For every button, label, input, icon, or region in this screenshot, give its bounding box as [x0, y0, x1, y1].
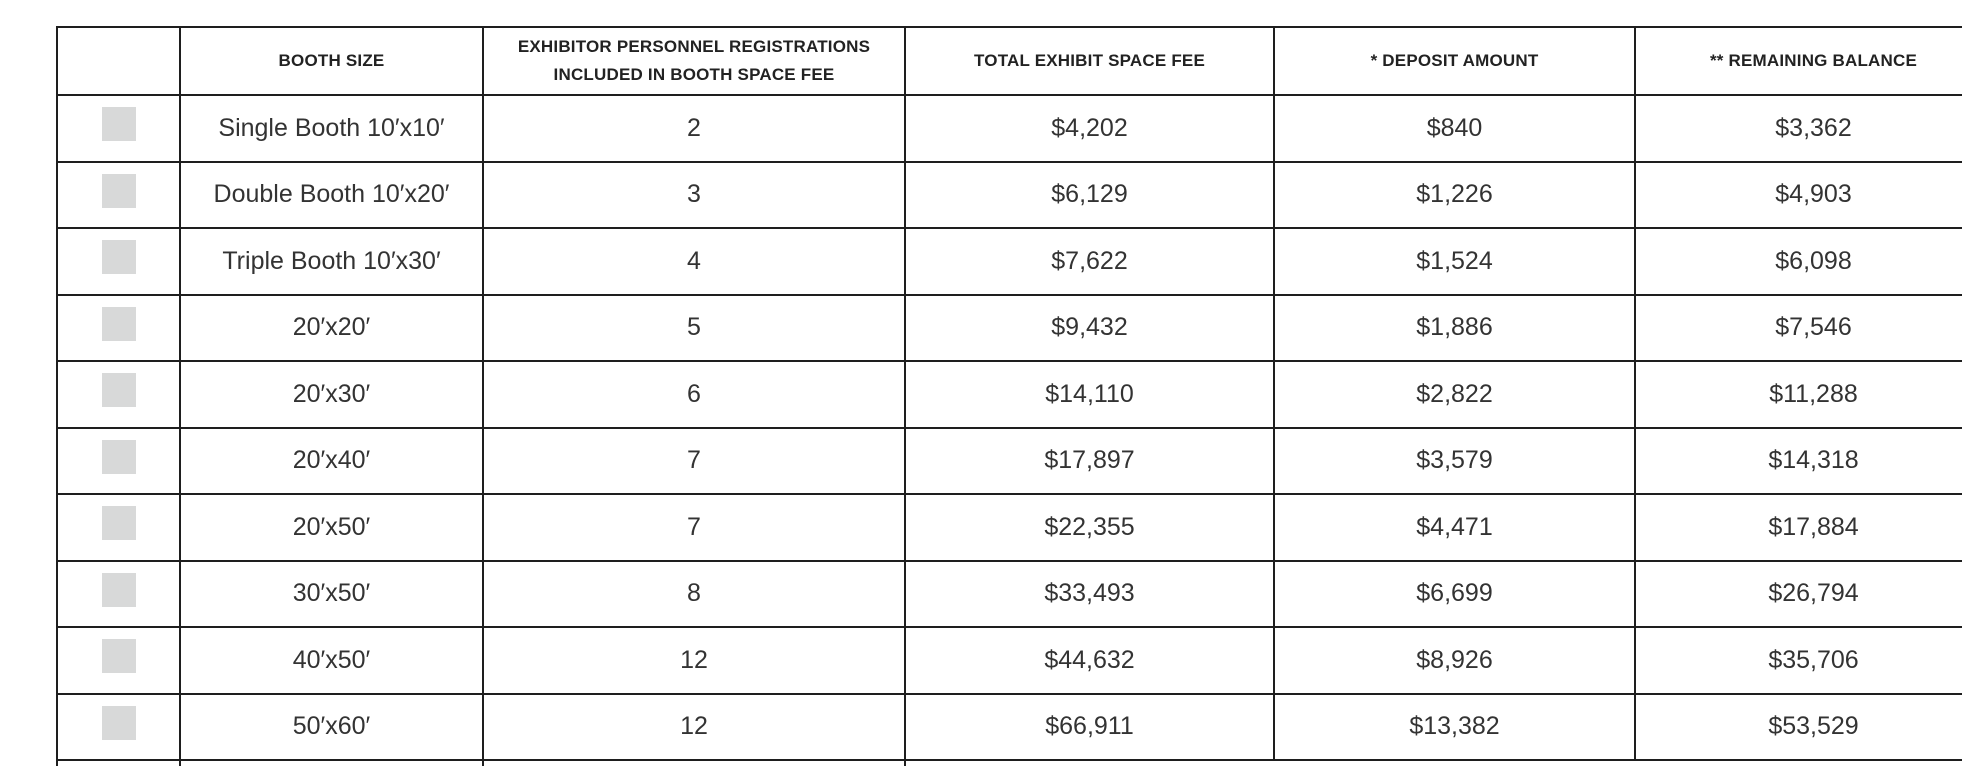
table-row [57, 494, 1962, 561]
total-fee-cell: $9,432 [905, 295, 1274, 362]
registrations-cell: 12 [483, 627, 905, 694]
total-fee-cell: $44,632 [905, 627, 1274, 694]
registrations-cell: 4 [483, 228, 905, 295]
table-row [57, 95, 1962, 162]
deposit-cell: $8,926 [1274, 627, 1635, 694]
empty-cell [57, 760, 180, 766]
remaining-cell: $3,362 [1635, 95, 1962, 162]
select-cell [57, 295, 180, 362]
remaining-cell: $17,884 [1635, 494, 1962, 561]
booth-checkbox[interactable] [102, 706, 136, 740]
registrations-cell: 8 [483, 561, 905, 628]
header-total-fee: TOTAL EXHIBIT SPACE FEE [905, 27, 1274, 95]
remaining-cell: $53,529 [1635, 694, 1962, 761]
select-cell [57, 494, 180, 561]
table-row-partial [57, 760, 1962, 766]
booth-checkbox[interactable] [102, 506, 136, 540]
booth-size-cell: 40′x50′ [180, 627, 483, 694]
booth-checkbox[interactable] [102, 240, 136, 274]
header-row [57, 27, 1962, 95]
deposit-cell: $3,579 [1274, 428, 1635, 495]
booth-checkbox[interactable] [102, 440, 136, 474]
booth-checkbox[interactable] [102, 373, 136, 407]
total-fee-cell: $7,622 [905, 228, 1274, 295]
header-registrations [483, 27, 905, 95]
empty-cell [483, 760, 905, 766]
empty-cell [905, 760, 1962, 766]
remaining-cell: $11,288 [1635, 361, 1962, 428]
booth-checkbox[interactable] [102, 107, 136, 141]
header-remaining: ** REMAINING BALANCE [1635, 27, 1962, 95]
table-row [57, 228, 1962, 295]
total-fee-cell: $17,897 [905, 428, 1274, 495]
booth-checkbox[interactable] [102, 174, 136, 208]
booth-pricing-sheet [56, 26, 1962, 766]
empty-cell [180, 760, 483, 766]
deposit-cell: $6,699 [1274, 561, 1635, 628]
booth-checkbox[interactable] [102, 307, 136, 341]
booth-size-cell: 20′x20′ [180, 295, 483, 362]
deposit-cell: $1,226 [1274, 162, 1635, 229]
registrations-cell: 7 [483, 428, 905, 495]
header-select [57, 27, 180, 95]
total-fee-cell: $14,110 [905, 361, 1274, 428]
deposit-cell: $4,471 [1274, 494, 1635, 561]
header-deposit: * DEPOSIT AMOUNT [1274, 27, 1635, 95]
deposit-cell: $13,382 [1274, 694, 1635, 761]
total-fee-cell: $66,911 [905, 694, 1274, 761]
registrations-cell: 3 [483, 162, 905, 229]
table-row [57, 561, 1962, 628]
booth-size-cell: Double Booth 10′x20′ [180, 162, 483, 229]
deposit-cell: $2,822 [1274, 361, 1635, 428]
select-cell [57, 162, 180, 229]
remaining-cell: $7,546 [1635, 295, 1962, 362]
deposit-cell: $1,524 [1274, 228, 1635, 295]
remaining-cell: $14,318 [1635, 428, 1962, 495]
select-cell [57, 228, 180, 295]
table-row [57, 295, 1962, 362]
select-cell [57, 627, 180, 694]
header-registrations-line2: INCLUDED IN BOOTH SPACE FEE [553, 65, 835, 84]
remaining-cell: $6,098 [1635, 228, 1962, 295]
registrations-cell: 6 [483, 361, 905, 428]
booth-size-cell: 20′x30′ [180, 361, 483, 428]
select-cell [57, 428, 180, 495]
registrations-cell: 12 [483, 694, 905, 761]
total-fee-cell: $6,129 [905, 162, 1274, 229]
deposit-cell: $840 [1274, 95, 1635, 162]
table-row [57, 428, 1962, 495]
header-booth-size: BOOTH SIZE [180, 27, 483, 95]
select-cell [57, 95, 180, 162]
registrations-cell: 7 [483, 494, 905, 561]
booth-size-cell: 30′x50′ [180, 561, 483, 628]
booth-size-cell: Triple Booth 10′x30′ [180, 228, 483, 295]
table-row [57, 694, 1962, 761]
booth-size-cell: 20′x40′ [180, 428, 483, 495]
header-registrations-line1: EXHIBITOR PERSONNEL REGISTRATIONS [517, 37, 871, 56]
total-fee-cell: $4,202 [905, 95, 1274, 162]
remaining-cell: $4,903 [1635, 162, 1962, 229]
booth-size-cell: 20′x50′ [180, 494, 483, 561]
booth-size-cell: Single Booth 10′x10′ [180, 95, 483, 162]
table-row [57, 361, 1962, 428]
table-row [57, 627, 1962, 694]
total-fee-cell: $33,493 [905, 561, 1274, 628]
select-cell [57, 561, 180, 628]
table-row [57, 162, 1962, 229]
select-cell [57, 694, 180, 761]
select-cell [57, 361, 180, 428]
booth-size-cell: 50′x60′ [180, 694, 483, 761]
booth-checkbox[interactable] [102, 573, 136, 607]
registrations-cell: 2 [483, 95, 905, 162]
remaining-cell: $26,794 [1635, 561, 1962, 628]
deposit-cell: $1,886 [1274, 295, 1635, 362]
registrations-cell: 5 [483, 295, 905, 362]
booth-checkbox[interactable] [102, 639, 136, 673]
remaining-cell: $35,706 [1635, 627, 1962, 694]
total-fee-cell: $22,355 [905, 494, 1274, 561]
booth-pricing-table [56, 26, 1962, 766]
